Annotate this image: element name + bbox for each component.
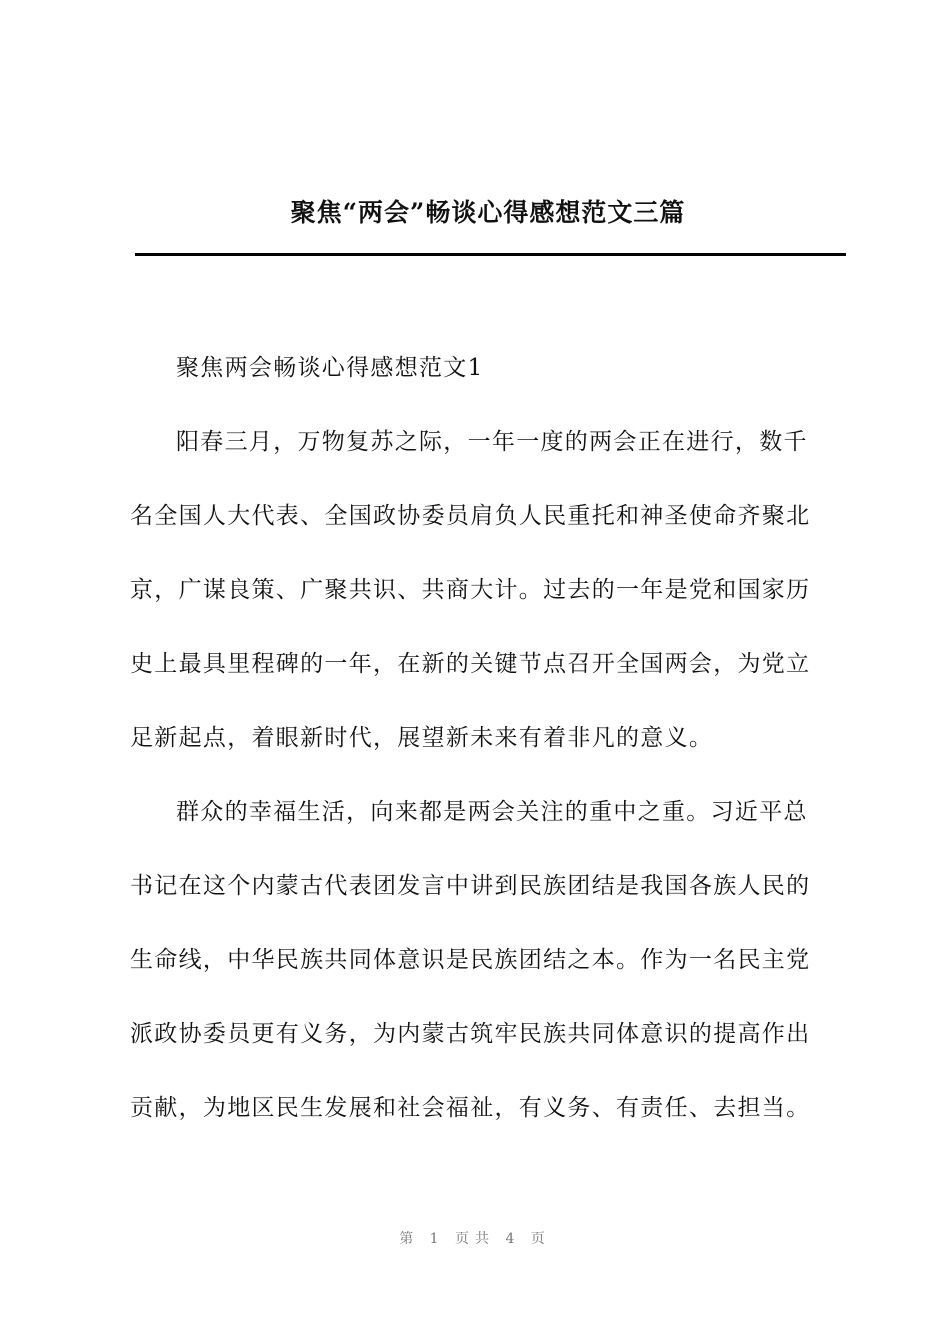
paragraph-line: 贡献，为地区民生发展和社会福祉，有义务、有责任、去担当。	[130, 1095, 811, 1121]
document-body	[130, 350, 842, 1127]
document-title: 聚焦“两会”畅谈心得感想范文三篇	[290, 198, 686, 227]
paragraph-1	[130, 424, 842, 757]
title-divider	[135, 253, 846, 256]
paragraph-line: 阳春三月，万物复苏之际，一年一度的两会正在进行，数千	[176, 429, 808, 455]
paragraph-line: 史上最具里程碑的一年，在新的关键节点召开全国两会，为党立	[130, 651, 811, 677]
page-footer: 第 1 页共 4 页	[399, 1231, 551, 1247]
paragraph-line: 足新起点，着眼新时代，展望新未来有着非凡的意义。	[130, 725, 714, 751]
section-heading	[130, 350, 842, 387]
paragraph-line: 派政协委员更有义务，为内蒙古筑牢民族共同体意识的提高作出	[130, 1021, 811, 1047]
section-heading-text: 聚焦两会畅谈心得感想范文1	[176, 355, 484, 381]
paragraph-line: 生命线，中华民族共同体意识是民族团结之本。作为一名民主党	[130, 947, 811, 973]
paragraph-line: 名全国人大代表、全国政协委员肩负人民重托和神圣使命齐聚北	[130, 503, 811, 529]
paragraph-line: 京，广谋良策、广聚共识、共商大计。过去的一年是党和国家历	[130, 577, 811, 603]
paragraph-line: 群众的幸福生活，向来都是两会关注的重中之重。习近平总	[176, 799, 808, 825]
paragraph-2	[130, 794, 842, 1127]
paragraph-line: 书记在这个内蒙古代表团发言中讲到民族团结是我国各族人民的	[130, 873, 811, 899]
